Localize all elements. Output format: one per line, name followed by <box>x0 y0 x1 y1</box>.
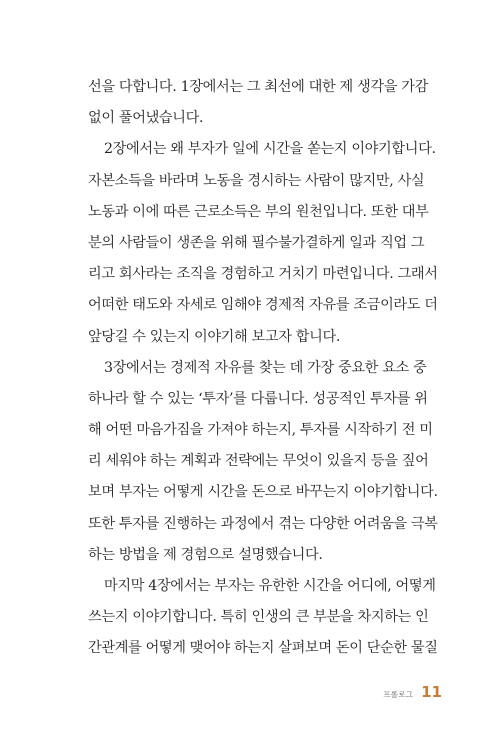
text-line: 리고 회사라는 조직을 경험하고 거치기 마련입니다. 그래서 <box>88 266 438 283</box>
text-line: 보며 부자는 어떻게 시간을 돈으로 바꾸는지 이야기합니다. <box>88 484 438 501</box>
text-line: 하나라 할 수 있는 ‘투자’를 다룹니다. 성공적인 투자를 위 <box>88 390 428 407</box>
body-text <box>88 72 438 665</box>
text-line: 간관계를 어떻게 맺어야 하는지 살펴보며 돈이 단순한 물질 <box>88 640 438 657</box>
text-line: 분의 사람들이 생존을 위해 필수불가결하게 일과 직업 그 <box>88 234 425 251</box>
text-line: 노동과 이에 따른 근로소득은 부의 원천입니다. 또한 대부 <box>88 203 429 220</box>
text-line: 마지막 4장에서는 부자는 유한한 시간을 어디에, 어떻게 <box>104 578 436 594</box>
text-line: 없이 풀어냈습니다. <box>88 110 204 127</box>
text-line: 리 세워야 하는 계획과 전략에는 무엇이 있을지 등을 짚어 <box>88 453 429 470</box>
text-line: 자본소득을 바라며 노동을 경시하는 사람이 많지만, 사실 <box>88 172 425 189</box>
text-line: 어떠한 태도와 자세로 임해야 경제적 자유를 조금이라도 더 <box>88 297 438 314</box>
text-line: 하는 방법을 제 경험으로 설명했습니다. <box>88 546 323 563</box>
running-head: 프롤로그 <box>383 690 414 699</box>
page-number: 11 <box>421 683 442 701</box>
text-line: 2장에서는 왜 부자가 일에 시간을 쏟는지 이야기합니다. <box>104 141 436 158</box>
page-footer <box>383 683 442 701</box>
text-line: 앞당길 수 있는지 이야기해 보고자 합니다. <box>88 328 340 345</box>
text-line: 또한 투자를 진행하는 과정에서 겪는 다양한 어려움을 극복 <box>88 515 438 532</box>
paragraph <box>88 134 438 352</box>
paragraph <box>88 72 428 134</box>
paragraph <box>88 353 438 571</box>
text-line: 쓰는지 이야기합니다. 특히 인생의 큰 부분을 차지하는 인 <box>88 609 429 626</box>
text-line: 3장에서는 경제적 자유를 찾는 데 가장 중요한 요소 중 <box>104 359 427 376</box>
text-line: 해 어떤 마음가짐을 가져야 하는지, 투자를 시작하기 전 미 <box>88 422 433 439</box>
text-line: 선을 다합니다. 1장에서는 그 최선에 대한 제 생각을 가감 <box>88 79 428 95</box>
paragraph <box>88 571 438 665</box>
